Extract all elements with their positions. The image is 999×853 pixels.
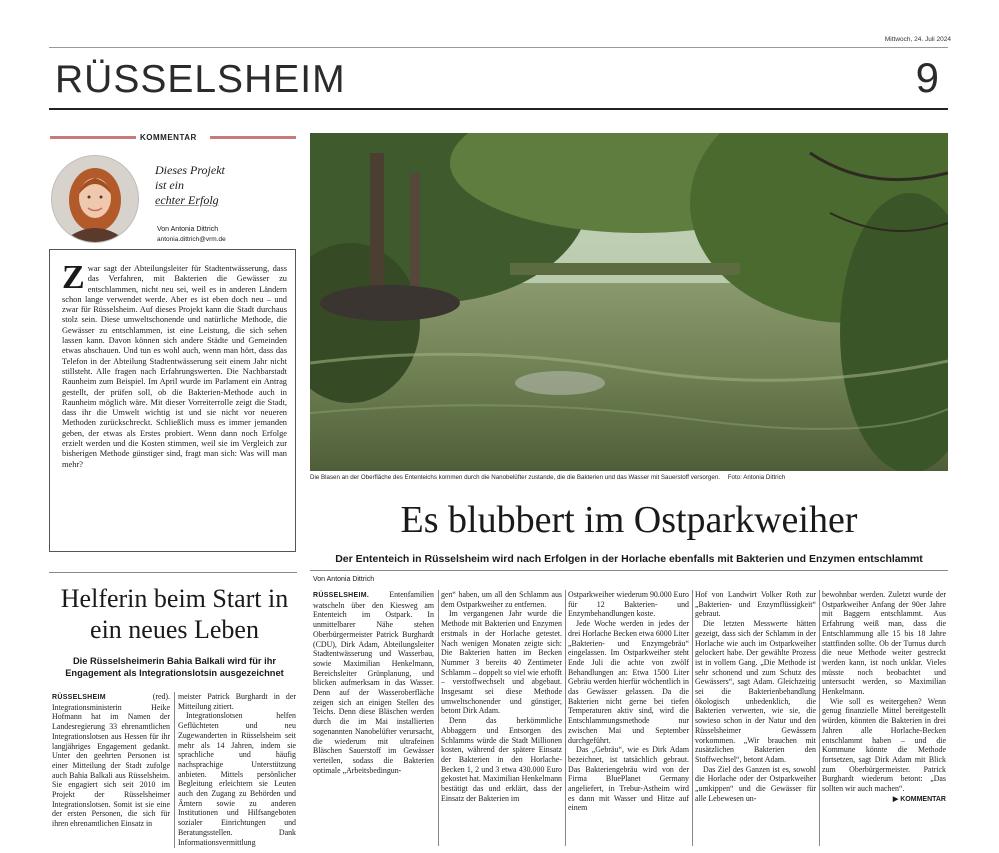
- main-subline: Der Ententeich in Rüsselsheim wird nach Erfolgen in der Horlache ebenfalls mit Bakterien und Enzymen entschlammt: [335, 553, 923, 565]
- main-col1-text: Entenfamilien watscheln über den Kiesweg am Ententeich im Ostpark. In unmittelbarer Nähe stehen Oberbürgermeister Patrick Burghardt (CDU), Dirk Adam, Abteilungsleiter Stadtentwässerung und Wasserbau, sowie Maximilian Henkelmann, Bereichsleiter Grünplanung, und blicken aufmerksam in das Wasser. Denn auf der Wasseroberfläche zeigen sich an einigen Stellen des Teichs. Denn diese Bläschen werden durch die im Mai installierten sogenannten Nanobelüfter verursacht, die wiederum mit ultrafeinen Bläschen Sauerstoff im Gewässer verteilen, sodass die Bakterien optimale „Arbeitsbedingun-: [313, 590, 434, 775]
- helfer-column-1: [52, 692, 170, 848]
- top-rule: [49, 47, 948, 48]
- helfer-top-rule: [49, 572, 297, 573]
- helfer-lead: RÜSSELSHEIM: [52, 694, 106, 701]
- main-lead: RÜSSELSHEIM.: [313, 592, 370, 599]
- kommentar-email[interactable]: antonia.dittrich@vrm.de: [157, 236, 226, 243]
- issue-date: Mittwoch, 24. Juli 2024: [884, 36, 951, 43]
- helfer-col1-text: (red). Integrationsministerin Heike Hofmann hat im Namen der Landesregierung 33 ehrenamtlichen Integrationslotsen aus Hessen für ihr langjähriges Engagement gedankt. Unter den geehrten Personen ist einer Mitteilung der Stadt zufolge auch Bahia Balkali aus Rüsselsheim. Sie engagiert sich seit 2010 im Projekt der Rüsselsheimer Integrationslotsen. Somit ist sie eine der ersten Personen, die sich für ihren ehrenamtlichen Einsatz in: [52, 692, 170, 829]
- col-divider-3: [692, 590, 693, 846]
- main-col2b-text: Im vergangenen Jahr wurde die Methode mit Bakterien und Enzymen erstmals in der Horlache getestet. Nach wenigen Monaten zeigte sich: Die Bakterien hatten im Becken Nummer 3 bereits 40 Zentimeter Schlamm – doppelt so viel wie erhofft – verstoffwechselt und abgebaut. Insgesamt sei diese Methode umweltschonender und günstiger, betont Dirk Adam.: [441, 609, 562, 716]
- main-col2-text: gen“ haben, um all den Schlamm aus dem Ostparkweiher zu entfernen.: [441, 590, 562, 609]
- helfer-col-divider: [174, 692, 175, 848]
- helfer-col2b-text: Integrationslotsen helfen Geflüchteten und neu Zugewanderten in Rüsselsheim seit mehr als 14 Jahren, indem sie sprachliche und häufig nachsprachige Unterstützung anbieten. Mittels persönlicher Begleitung erleichtern sie Leuten auch den Zugang zu Behörden und Ämtern sowie zu anderen Institutionen und Hilfsangeboten sozialer Einrichtungen und Beratungsstellen. Dank Informationsvermittlung: [178, 711, 296, 847]
- section-title: RÜSSELSHEIM: [55, 58, 346, 101]
- kommentar-body-box: [49, 249, 296, 552]
- col-divider-2: [565, 590, 566, 846]
- helfer-subline: Die Rüsselsheimerin Bahia Balkali wird für ihr Engagement als Integrationslotsin ausgezeichnet: [65, 656, 284, 678]
- helfer-col2-text: meister Patrick Burghardt in der Mitteilung zitiert.: [178, 692, 296, 711]
- photo-credit: Foto: Antonia Dittrich: [727, 474, 786, 481]
- kommentar-reference-link[interactable]: ▶ KOMMENTAR: [892, 795, 946, 803]
- main-column-1: [313, 590, 434, 846]
- kommentar-title-line2: ist ein: [155, 178, 184, 192]
- main-col4c-text: Das Ziel des Ganzen ist es, sowohl die Horlache oder der Ostparkweiher „umkippen“ und die Gewässer für alle Lebewesen un-: [695, 764, 816, 803]
- main-col4-text: Hof von Landwirt Volker Roth zur „Bakterien- und Enzymflüssigkeit“ gebraut.: [695, 590, 816, 619]
- page-number: 9: [915, 54, 939, 101]
- main-headline: Es blubbert im Ostparkweiher: [400, 499, 858, 541]
- photo-caption-text: Die Blasen an der Oberfläche des Ententeichs kommen durch die Nanobelüfter zustande, die die Bakterien und das Wasser mit Sauerstoff versorgen.: [310, 474, 720, 481]
- main-col5-text: bewohnbar werden. Zuletzt wurde der Ostparkweiher Anfang der 90er Jahre mit Baggern entschlammt. Aus Erfahrung weiß man, dass die Entschlammung alle 15 bis 18 Jahre stattfinden sollte. Ob der Turnus durch die neue Methode weiter gestreckt werden kann, ist noch unklar. Vieles müsste noch beobachtet und untersucht werden, so Maximilian Henkelmann.: [822, 590, 946, 697]
- main-column-2: [441, 590, 562, 846]
- header-rule: [49, 108, 948, 110]
- col-divider-4: [819, 590, 820, 846]
- kommentar-title: [155, 163, 255, 208]
- kommentar-bar-left: [50, 136, 136, 139]
- author-portrait-icon: [52, 156, 138, 242]
- main-col2c-text: Denn das herkömmliche Abbaggern und Entsorgen des Schlamms würde die Stadt Millionen kosten, während der spätere Einsatz der Bakterien in den Horlache-Becken 1, 2 und 3 etwa 430.000 Euro gekostet hat. Maximilian Henkelmann bestätigt das und erklärt, dass der Einsatz der Bakterien im: [441, 716, 562, 803]
- kommentar-bar-right: [210, 136, 296, 139]
- main-column-5: [822, 590, 946, 846]
- kommentar-author-block: [157, 225, 226, 245]
- kommentar-title-line1: Dieses Projekt: [155, 163, 225, 177]
- main-col3b-text: Jede Woche werden in jedes der drei Horlache Becken etwa 6000 Liter „Bakterien- und Enzymgebräu“ eingelassen. Im Ostparkweiher steht Ende Juli die achte von zwölf Behandlungen an: Etwa 1500 Liter Gebräu werden hierfür wöchentlich in das Gewässer gelassen. Da die Bakterien nicht gerne bei tiefen Temperaturen aktiv sind, wird die Entschlammungsmethode nur zwischen Mai und September durchgeführt.: [568, 619, 689, 745]
- col-divider-1: [438, 590, 439, 846]
- main-col3c-text: Das „Gebräu“, wie es Dirk Adam bezeichnet, ist tatsächlich gebraut. Das Bakteriengebräu wird von der Firma BluePlanet Germany angeliefert, in Trebur-Astheim wird es dann mit Wasser und Hitze auf einem: [568, 745, 689, 813]
- main-col5b-text: Wie soll es weitergehen? Wenn genug finanzielle Mittel bereitgestellt würden, könnten die Bakterien in drei Jahren alle Horlache-Becken entschlammt haben – und die Kommune könnte die Methode fortsetzen, sagt Dirk Adam mit Blick zum Oberbürgermeister. Patrick Burghardt wiederum betont: „Das sollten wir auch machen“.: [822, 696, 946, 794]
- kommentar-author: Von Antonia Dittrich: [157, 226, 219, 233]
- pond-photo-image: [310, 133, 948, 471]
- photo-caption: [310, 474, 948, 481]
- pond-photo: [310, 133, 948, 471]
- main-column-3: [568, 590, 689, 846]
- author-avatar: [51, 155, 139, 243]
- kommentar-title-line3: echter Erfolg: [155, 193, 219, 207]
- main-col4b-text: Die letzten Messwerte hätten gezeigt, dass sich der Schlamm in der Horlache wie auch im Ostparkweiher gelockert habe. Der gewählte Prozess ist in vollem Gang. „Die Methode ist sehr schonend und zum Schutz des Gewässers“, sagt Adam. Gleichzeitig sei die Bakterienbehandlung ökologisch unbedenklich, die Bakterien verwerten, wie sie, die sowieso schon in der Natur und den Rüsselsheimer Gewässern vorkommen. „Wir brauchen mit zusätzlichen Bakterien den Stoffwechsel“, betont Adam.: [695, 619, 816, 764]
- kommentar-label: KOMMENTAR: [140, 133, 197, 142]
- dropcap: Z: [62, 259, 85, 296]
- helfer-headline: Helferin beim Start in ein neues Leben: [60, 584, 289, 644]
- helfer-column-2: [178, 692, 296, 848]
- main-byline: Von Antonia Dittrich: [313, 576, 375, 583]
- main-column-4: [695, 590, 816, 846]
- kommentar-body: war sagt der Abteilungsleiter für Stadtentwässerung, dass das Verfahren, mit Bakterien die Gewässer zu entschlammen, nicht neu sei, weil es in anderen Ländern schon lange verwendet werde. Aber es ist eben doch neu – und zwar für Rüsselsheim. Auf dieses Projekt kann die Stadt durchaus stolz sein. Diese umweltschonende und natürliche Methode, die Gewässer zu entschlammen, ist eine Leistung, die sich sehen lassen kann. Davon können sich andere Städte und Gemeinden etwas abschauen. Und tun es wohl auch, wenn man hört, dass das Telefon in der Abteilung Stadtentwässerung seit einem Jahr nicht stillsteht. Alle fragen nach Erfahrungswerten. Die Nachbarstadt Raunheim zum Beispiel. Im April wurde im Parlament ein Antrag gestellt, der prüfen soll, ob die Bakterien-Methode auch in Raunheim möglich wäre. Mit dieser Vorreiterrolle zeigt die Stadt, dass ihr die Umwelt wichtig ist und sie nicht vor neueren Methoden zurückschreckt. Schließlich muss es immer jemanden geben, der etwas als Erstes probiert. Wenn dann noch Erfolge erzielt werden und die Kosten stimmen, weil sie im Vergleich zur bisherigen Methode günstiger sind, fragt man sich: Was will man mehr?: [62, 264, 287, 469]
- main-subline-rule: [310, 570, 948, 571]
- main-col3-text: Ostparkweiher wiederum 90.000 Euro für 12 Bakterien- und Enzymbehandlungen koste.: [568, 590, 689, 619]
